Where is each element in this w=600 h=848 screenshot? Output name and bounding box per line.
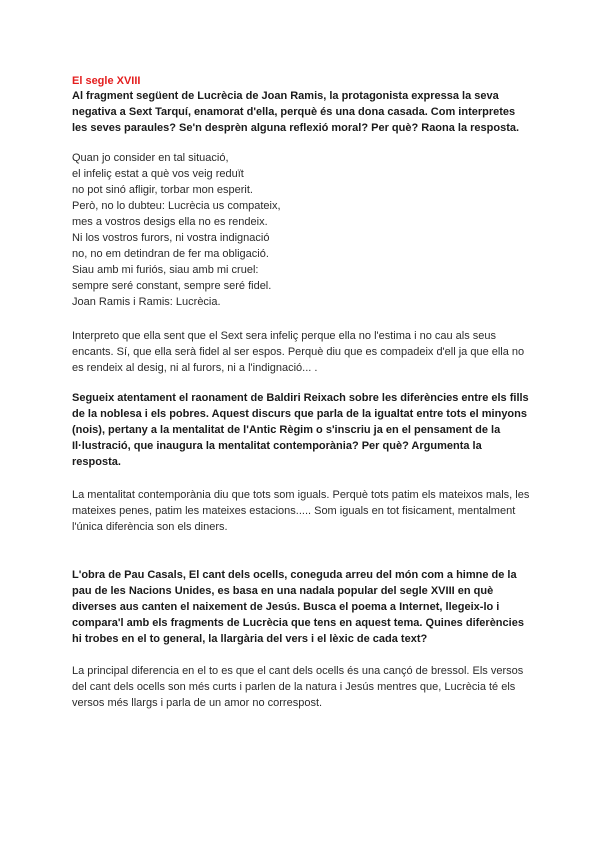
question-3: L'obra de Pau Casals, El cant dels ocells, coneguda arreu del món com a himne de la pau de les Nacions Unides, es basa en una nadala popular del segle XVIII en què diverses aus canten el naixement de Jesús. Busca el poema a Internet, llegeix-lo i compara'l amb els fragments de Lucrècia que tens en aquest tema. Quines diferències hi trobes en el to general, la llargària del vers i el lèxic de cada text? [72, 569, 524, 645]
answer-1: Interpreto que ella sent que el Sext sera infeliç perque ella no l'estima i no cau als seus encants. Sí, que ella serà fidel al ser espos. Perquè diu que es compadeix d'ell ja que ella no es rendeix al desig, ni al furors, ni a l'indignació... . [72, 330, 525, 374]
poem-attribution: Joan Ramis i Ramis: Lucrècia. [72, 296, 221, 308]
poem-block [72, 150, 532, 310]
poem-line: Siau amb mi furiós, siau amb mi cruel: [72, 264, 259, 276]
answer-2: La mentalitat contemporània diu que tots som iguals. Perquè tots patim els mateixos mals, les mateixes penes, patim les mateixes estacions..... Som iguals en tot fisicament, mentalment l'única diferència son els diners. [72, 489, 530, 533]
poem-line: mes a vostros desigs ella no es rendeix. [72, 216, 268, 228]
answer-3: La principal diferencia en el to es que el cant dels ocells és una cançó de bressol. Els versos del cant dels ocells son més curts i parlen de la natura i Jesús mentres que, Lucrècia té els versos més llargs i parla de un amor no correspost. [72, 665, 524, 709]
poem-line: no pot sinó afligir, torbar mon esperit. [72, 184, 253, 196]
poem-line: sempre seré constant, sempre seré fidel. [72, 280, 272, 292]
document-page [72, 74, 532, 711]
section-title: El segle XVIII [72, 75, 141, 87]
poem-line: Quan jo consider en tal situació, [72, 152, 229, 164]
poem-line: el infeliç estat a què vos veig reduït [72, 168, 244, 180]
poem-line: Però, no lo dubteu: Lucrècia us compateix, [72, 200, 281, 212]
poem-line: Ni los vostros furors, ni vostra indignació [72, 232, 270, 244]
question-1: Al fragment següent de Lucrècia de Joan Ramis, la protagonista expressa la seva negativa a Sext Tarquí, enamorat d'ella, perquè és una dona casada. Com interpretes les seves paraules? Se'n desprèn alguna reflexió moral? Per què? Raona la resposta. [72, 90, 520, 134]
question-2: Segueix atentament el raonament de Baldiri Reixach sobre les diferències entre els fills de la noblesa i els pobres. Aquest discurs que parla de la igualtat entre tots el minyons (nois), pertany a la mentalitat de l'Antic Règim o s'inscriu ja en el pensament de la Il·lustració, que inaugura la mentalitat contemporània? Per què? Argumenta la resposta. [72, 392, 529, 468]
poem-line: no, no em detindran de fer ma obligació. [72, 248, 269, 260]
